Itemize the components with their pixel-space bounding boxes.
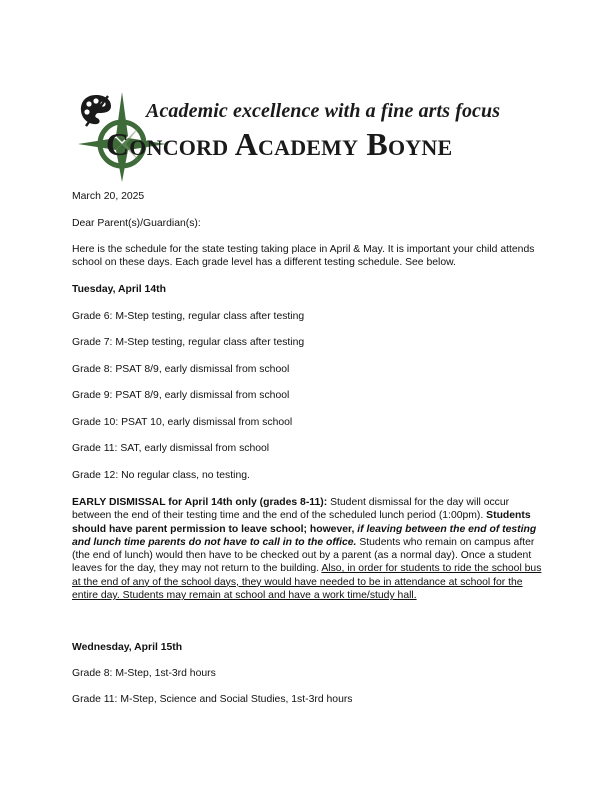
early-dismissal-text-2: Students who remain on campus after (the end of lunch) would then have to be checked out by a parent (as a normal day). Once a student leaves for the day, they may not return to the building. — [72, 536, 535, 575]
early-dismissal-lead: EARLY DISMISSAL for April 14th only (grades 8-11): — [72, 497, 328, 508]
early-dismissal-bold-italic: if leaving between the end of testing and lunch time parents do not have to call in to the office. — [72, 523, 537, 548]
schedule-item: Grade 10: PSAT 10, early dismissal from school — [72, 417, 293, 428]
paint-palette-icon — [78, 92, 114, 128]
early-dismissal-bold: Students should have parent permission to leave school; however, — [72, 510, 531, 535]
early-dismissal-paragraph — [72, 496, 544, 602]
letter-intro: Here is the schedule for the state testing taking place in April & May. It is important your child attends school on these days. Each grade level has a different testing schedule. See below. — [72, 244, 535, 269]
letter-salutation: Dear Parent(s)/Guardian(s): — [72, 218, 201, 229]
letter-date: March 20, 2025 — [72, 191, 145, 202]
schedule-item: Grade 11: SAT, early dismissal from school — [72, 443, 270, 454]
schedule-item: Grade 6: M-Step testing, regular class after testing — [72, 311, 305, 322]
schedule-item: Grade 9: PSAT 8/9, early dismissal from school — [72, 390, 290, 401]
schedule-item: Grade 7: M-Step testing, regular class after testing — [72, 337, 305, 348]
section-heading-tuesday: Tuesday, April 14th — [72, 284, 166, 295]
schedule-item: Grade 12: No regular class, no testing. — [72, 470, 250, 481]
schedule-item: Grade 8: M-Step, 1st-3rd hours — [72, 668, 216, 679]
logo-tagline: Academic excellence with a fine arts focus — [146, 100, 501, 122]
early-dismissal-text-1: Student dismissal for the day will occur between the end of their testing time and the end of the scheduled lunch period (1:00pm). — [72, 497, 510, 522]
school-logo — [78, 92, 538, 182]
schedule-item: Grade 8: PSAT 8/9, early dismissal from school — [72, 364, 290, 375]
section-heading-wednesday: Wednesday, April 15th — [72, 642, 183, 653]
early-dismissal-underlined: Also, in order for students to ride the school bus at the end of any of the school days, they would have needed to be in attendance at school for the entire day. Students may remain at school and have a work time/study hall. — [72, 563, 542, 602]
schedule-item: Grade 11: M-Step, Science and Social Studies, 1st-3rd hours — [72, 694, 353, 705]
logo-school-name: Concord Academy Boyne — [106, 126, 453, 162]
